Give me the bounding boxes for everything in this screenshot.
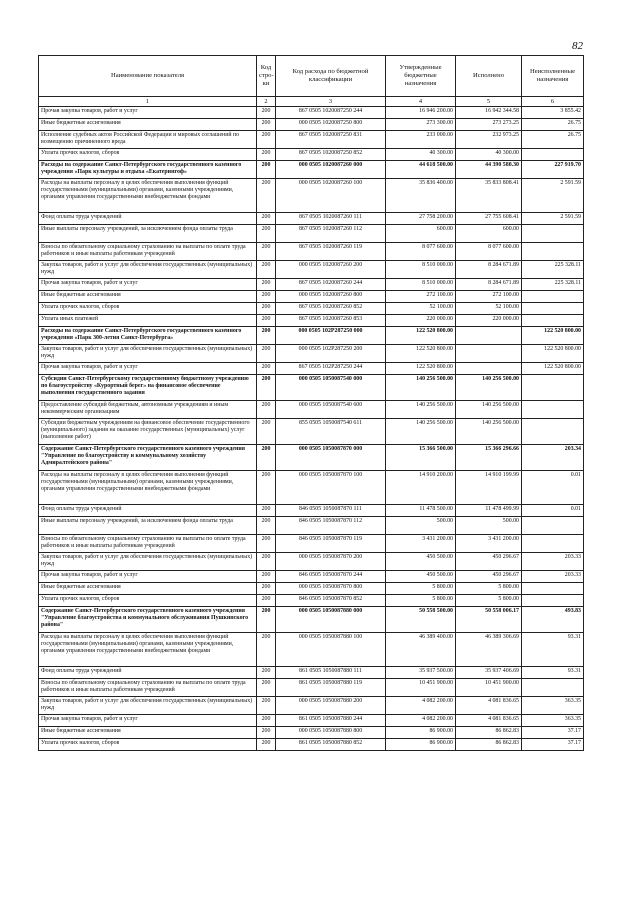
row-name: Фонд оплаты труда учреждений	[39, 505, 257, 517]
row-line-code: 200	[257, 505, 276, 517]
row-classification: 861 0505 1050087880 852	[276, 739, 386, 751]
row-unexecuted: 37.17	[522, 727, 584, 739]
row-line-code: 200	[257, 401, 276, 419]
column-number-row	[39, 97, 584, 107]
row-unexecuted: 225 328.11	[522, 279, 584, 291]
row-line-code: 200	[257, 715, 276, 727]
row-approved: 27 758 200.00	[386, 213, 456, 225]
table-row	[39, 225, 584, 243]
row-classification: 855 0505 1050087540 611	[276, 419, 386, 445]
row-approved: 50 558 500.00	[386, 607, 456, 633]
row-approved: 450 500.00	[386, 571, 456, 583]
row-unexecuted	[522, 243, 584, 261]
row-name: Иные выплаты персоналу учреждений, за исключением фонда оплаты труда	[39, 225, 257, 243]
header-executed: Исполнено	[456, 56, 522, 97]
row-name: Закупка товаров, работ и услуг для обеспечения государственных (муниципальных) нужд	[39, 345, 257, 363]
row-classification: 846 0505 1050087870 852	[276, 595, 386, 607]
header-approved: Утвержденные бюджетные назначения	[386, 56, 456, 97]
row-classification: 000 0505 1020087260 000	[276, 161, 386, 179]
table-row	[39, 107, 584, 119]
row-classification: 867 0505 1020087260 852	[276, 303, 386, 315]
row-approved: 8 077 600.00	[386, 243, 456, 261]
row-executed: 35 833 808.41	[456, 179, 522, 213]
row-name: Содержание Санкт-Петербургского государственного казенного учреждения "Управление по благоустройству и коммунальному хозяйству Адмиралтейского района"	[39, 445, 257, 471]
row-line-code: 200	[257, 225, 276, 243]
row-line-code: 200	[257, 739, 276, 751]
table-row	[39, 679, 584, 697]
row-executed: 16 942 344.58	[456, 107, 522, 119]
row-approved: 140 256 500.00	[386, 419, 456, 445]
table-row	[39, 607, 584, 633]
row-executed: 86 862.83	[456, 727, 522, 739]
row-unexecuted: 0.01	[522, 471, 584, 505]
table-row	[39, 161, 584, 179]
row-unexecuted: 37.17	[522, 739, 584, 751]
row-line-code: 200	[257, 161, 276, 179]
row-executed: 35 937 406.69	[456, 667, 522, 679]
row-line-code: 200	[257, 327, 276, 345]
row-approved: 273 300.00	[386, 119, 456, 131]
row-approved: 122 520 800.00	[386, 363, 456, 375]
row-unexecuted: 0.01	[522, 505, 584, 517]
row-line-code: 200	[257, 345, 276, 363]
table-row	[39, 471, 584, 505]
row-name: Субсидии Санкт-Петербургскому государственному бюджетному учреждению по благоустройству «Курортный берег» на финансовое обеспечение выполнения государственного задания	[39, 375, 257, 401]
row-unexecuted	[522, 419, 584, 445]
row-unexecuted: 2 591.59	[522, 213, 584, 225]
row-line-code: 200	[257, 107, 276, 119]
row-executed	[456, 345, 522, 363]
table-row	[39, 363, 584, 375]
row-line-code: 200	[257, 667, 276, 679]
header-name: Наименование показателя	[39, 56, 257, 97]
row-name: Уплата прочих налогов, сборов	[39, 739, 257, 751]
row-unexecuted: 26.75	[522, 119, 584, 131]
header-line-code: Код стро-ки	[257, 56, 276, 97]
row-approved: 86 900.00	[386, 727, 456, 739]
row-unexecuted: 225 328.11	[522, 261, 584, 279]
row-approved: 15 366 500.00	[386, 445, 456, 471]
row-name: Прочая закупка товаров, работ и услуг	[39, 363, 257, 375]
table-row	[39, 505, 584, 517]
row-approved: 11 478 500.00	[386, 505, 456, 517]
row-line-code: 200	[257, 213, 276, 225]
row-executed: 4 081 836.65	[456, 715, 522, 727]
col-number: 3	[276, 97, 386, 107]
row-classification: 000 0505 1050087880 800	[276, 727, 386, 739]
row-executed: 450 296.67	[456, 553, 522, 571]
row-unexecuted	[522, 679, 584, 697]
row-executed: 11 478 499.99	[456, 505, 522, 517]
row-approved: 44 618 500.00	[386, 161, 456, 179]
row-classification: 000 0505 102Р287250 200	[276, 345, 386, 363]
row-classification: 000 0505 1020087260 200	[276, 261, 386, 279]
table-row	[39, 739, 584, 751]
row-unexecuted: 122 520 800.00	[522, 345, 584, 363]
row-approved: 220 000.00	[386, 315, 456, 327]
row-executed: 4 081 836.65	[456, 697, 522, 715]
header-unexecuted: Неисполненные назначения	[522, 56, 584, 97]
row-line-code: 200	[257, 419, 276, 445]
table-row	[39, 131, 584, 149]
row-executed	[456, 327, 522, 345]
row-executed: 8 077 600.00	[456, 243, 522, 261]
row-approved: 4 082 200.00	[386, 697, 456, 715]
table-row	[39, 595, 584, 607]
row-approved: 35 836 400.00	[386, 179, 456, 213]
row-approved: 140 256 500.00	[386, 375, 456, 401]
table-row	[39, 291, 584, 303]
budget-table	[38, 55, 584, 751]
row-classification: 867 0505 1020087250 831	[276, 131, 386, 149]
row-approved: 3 431 200.00	[386, 535, 456, 553]
table-row	[39, 535, 584, 553]
row-unexecuted: 122 520 800.00	[522, 363, 584, 375]
row-executed: 600.00	[456, 225, 522, 243]
table-row	[39, 315, 584, 327]
row-executed: 44 390 580.30	[456, 161, 522, 179]
row-approved: 40 300.00	[386, 149, 456, 161]
row-line-code: 200	[257, 119, 276, 131]
row-classification: 000 0505 1050087870 100	[276, 471, 386, 505]
row-classification: 867 0505 1020087260 111	[276, 213, 386, 225]
row-executed: 450 296.67	[456, 571, 522, 583]
row-unexecuted	[522, 149, 584, 161]
row-executed: 5 800.00	[456, 595, 522, 607]
row-classification: 867 0505 1020087260 853	[276, 315, 386, 327]
row-line-code: 200	[257, 633, 276, 667]
row-approved: 8 510 000.00	[386, 261, 456, 279]
table-row	[39, 727, 584, 739]
row-executed: 86 862.83	[456, 739, 522, 751]
row-approved: 233 000.00	[386, 131, 456, 149]
row-line-code: 200	[257, 363, 276, 375]
row-line-code: 200	[257, 303, 276, 315]
row-classification: 000 0505 102Р287250 000	[276, 327, 386, 345]
row-classification: 000 0505 1020087250 800	[276, 119, 386, 131]
header-row	[39, 56, 584, 97]
row-classification: 867 0505 102Р287250 244	[276, 363, 386, 375]
row-executed: 46 389 306.69	[456, 633, 522, 667]
row-line-code: 200	[257, 571, 276, 583]
row-classification: 867 0505 1020087260 119	[276, 243, 386, 261]
row-approved: 35 937 500.00	[386, 667, 456, 679]
row-unexecuted	[522, 583, 584, 595]
row-name: Фонд оплаты труда учреждений	[39, 213, 257, 225]
table-row	[39, 445, 584, 471]
table-row	[39, 375, 584, 401]
row-classification: 000 0505 1020087260 800	[276, 291, 386, 303]
row-classification: 861 0505 1050087880 111	[276, 667, 386, 679]
row-approved: 86 900.00	[386, 739, 456, 751]
table-row	[39, 303, 584, 315]
row-name: Закупка товаров, работ и услуг для обеспечения государственных (муниципальных) нужд	[39, 261, 257, 279]
row-unexecuted: 363.35	[522, 715, 584, 727]
row-unexecuted	[522, 595, 584, 607]
row-executed: 232 973.25	[456, 131, 522, 149]
row-unexecuted	[522, 535, 584, 553]
table-row	[39, 571, 584, 583]
row-executed: 27 755 608.41	[456, 213, 522, 225]
row-executed: 52 100.00	[456, 303, 522, 315]
row-line-code: 200	[257, 595, 276, 607]
row-approved: 140 256 500.00	[386, 401, 456, 419]
row-classification: 861 0505 1050087880 119	[276, 679, 386, 697]
row-line-code: 200	[257, 243, 276, 261]
row-executed: 140 256 500.00	[456, 375, 522, 401]
row-classification: 846 0505 1050087870 112	[276, 517, 386, 535]
row-classification: 867 0505 1020087250 244	[276, 107, 386, 119]
row-name: Расходы на содержание Санкт-Петербургского государственного казенного учреждения «Парк 300-летия Санкт-Петербурга»	[39, 327, 257, 345]
table-row	[39, 345, 584, 363]
table-row	[39, 327, 584, 345]
row-name: Взносы по обязательному социальному страхованию на выплаты по оплате труда работников и иные выплаты работникам учреждений	[39, 535, 257, 553]
row-line-code: 200	[257, 291, 276, 303]
row-unexecuted: 3 855.42	[522, 107, 584, 119]
row-name: Исполнение судебных актов Российской Федерации и мировых соглашений по возмещению причиненного вреда	[39, 131, 257, 149]
row-unexecuted	[522, 225, 584, 243]
row-unexecuted: 26.75	[522, 131, 584, 149]
row-approved: 5 800.00	[386, 595, 456, 607]
table-row	[39, 583, 584, 595]
row-executed: 10 451 900.00	[456, 679, 522, 697]
header-classification: Код расхода по бюджетной классификации	[276, 56, 386, 97]
row-executed: 140 256 500.00	[456, 401, 522, 419]
table-row	[39, 261, 584, 279]
row-approved: 5 800.00	[386, 583, 456, 595]
row-unexecuted	[522, 291, 584, 303]
row-executed: 5 800.00	[456, 583, 522, 595]
row-classification: 861 0505 1050087880 244	[276, 715, 386, 727]
row-name: Прочая закупка товаров, работ и услуг	[39, 571, 257, 583]
row-unexecuted: 2 591.59	[522, 179, 584, 213]
row-name: Уплата прочих налогов, сборов	[39, 149, 257, 161]
table-row	[39, 517, 584, 535]
row-name: Прочая закупка товаров, работ и услуг	[39, 715, 257, 727]
row-approved: 272 100.00	[386, 291, 456, 303]
table-row	[39, 179, 584, 213]
row-line-code: 200	[257, 445, 276, 471]
col-number: 2	[257, 97, 276, 107]
row-classification: 846 0505 1050087870 111	[276, 505, 386, 517]
row-line-code: 200	[257, 607, 276, 633]
row-name: Содержание Санкт-Петербургского государственного казенного учреждения "Управление благоустройства и коммунального обслуживания Пушкинского района"	[39, 607, 257, 633]
row-classification: 000 0505 1050087880 100	[276, 633, 386, 667]
row-approved: 450 500.00	[386, 553, 456, 571]
row-name: Уплата иных платежей	[39, 315, 257, 327]
row-line-code: 200	[257, 553, 276, 571]
row-line-code: 200	[257, 517, 276, 535]
row-classification: 000 0505 1050087870 800	[276, 583, 386, 595]
row-classification: 000 0505 1050087880 200	[276, 697, 386, 715]
row-approved: 600.00	[386, 225, 456, 243]
row-executed: 50 558 006.17	[456, 607, 522, 633]
row-classification: 000 0505 1050087880 000	[276, 607, 386, 633]
row-classification: 000 0505 1050087540 000	[276, 375, 386, 401]
table-row	[39, 243, 584, 261]
table-row	[39, 213, 584, 225]
row-classification: 000 0505 1050087870 000	[276, 445, 386, 471]
row-executed: 3 431 200.00	[456, 535, 522, 553]
row-name: Иные бюджетные ассигнования	[39, 119, 257, 131]
table-row	[39, 667, 584, 679]
row-name: Иные бюджетные ассигнования	[39, 727, 257, 739]
row-executed: 220 000.00	[456, 315, 522, 327]
row-executed: 8 284 671.89	[456, 279, 522, 291]
row-line-code: 200	[257, 583, 276, 595]
row-classification: 867 0505 1020087260 112	[276, 225, 386, 243]
row-line-code: 200	[257, 679, 276, 697]
row-classification: 846 0505 1050087870 244	[276, 571, 386, 583]
row-name: Расходы на выплаты персоналу в целях обеспечения выполнения функций государственными (муниципальными) органами, казенными учреждениями, органами управления государственными внебюджетными фондами	[39, 633, 257, 667]
row-unexecuted	[522, 375, 584, 401]
row-unexecuted	[522, 315, 584, 327]
row-unexecuted	[522, 303, 584, 315]
row-line-code: 200	[257, 149, 276, 161]
row-executed: 8 284 671.89	[456, 261, 522, 279]
row-name: Расходы на содержание Санкт-Петербургского государственного казенного учреждения «Парк культуры и отдыха «Екатерингоф»	[39, 161, 257, 179]
row-name: Предоставление субсидий бюджетным, автономным учреждениям и иным некоммерческим организациям	[39, 401, 257, 419]
row-classification: 867 0505 1020087260 244	[276, 279, 386, 291]
row-name: Взносы по обязательному социальному страхованию на выплаты по оплате труда работников и иные выплаты работникам учреждений	[39, 679, 257, 697]
row-line-code: 200	[257, 179, 276, 213]
row-executed: 272 100.00	[456, 291, 522, 303]
row-classification: 000 0505 1050087870 200	[276, 553, 386, 571]
col-number: 4	[386, 97, 456, 107]
col-number: 6	[522, 97, 584, 107]
table-row	[39, 553, 584, 571]
row-executed: 14 910 199.99	[456, 471, 522, 505]
row-line-code: 200	[257, 471, 276, 505]
row-name: Иные бюджетные ассигнования	[39, 583, 257, 595]
row-approved: 14 910 200.00	[386, 471, 456, 505]
row-name: Расходы на выплаты персоналу в целях обеспечения выполнения функций государственными (муниципальными) органами, казенными учреждениями, органами управления государственными внебюджетными фондами	[39, 471, 257, 505]
row-name: Взносы по обязательному социальному страхованию на выплаты по оплате труда работников и иные выплаты работникам учреждений	[39, 243, 257, 261]
row-line-code: 200	[257, 131, 276, 149]
row-approved: 52 100.00	[386, 303, 456, 315]
col-number: 5	[456, 97, 522, 107]
row-approved: 10 451 900.00	[386, 679, 456, 697]
row-executed: 140 256 500.00	[456, 419, 522, 445]
table-row	[39, 279, 584, 291]
row-approved: 16 946 200.00	[386, 107, 456, 119]
row-approved: 122 520 800.00	[386, 345, 456, 363]
row-executed	[456, 363, 522, 375]
page-number: 82	[572, 40, 583, 52]
row-unexecuted: 93.31	[522, 633, 584, 667]
row-executed: 273 273.25	[456, 119, 522, 131]
row-unexecuted: 203.33	[522, 571, 584, 583]
row-name: Фонд оплаты труда учреждений	[39, 667, 257, 679]
row-line-code: 200	[257, 315, 276, 327]
table-row	[39, 419, 584, 445]
row-classification: 000 0505 1020087260 100	[276, 179, 386, 213]
row-approved: 46 389 400.00	[386, 633, 456, 667]
row-name: Прочая закупка товаров, работ и услуг	[39, 107, 257, 119]
row-classification: 867 0505 1020087250 852	[276, 149, 386, 161]
row-name: Уплата прочих налогов, сборов	[39, 595, 257, 607]
row-classification: 846 0505 1050087870 119	[276, 535, 386, 553]
row-unexecuted	[522, 401, 584, 419]
row-unexecuted: 493.83	[522, 607, 584, 633]
row-unexecuted: 203.34	[522, 445, 584, 471]
row-approved: 4 082 200.00	[386, 715, 456, 727]
row-unexecuted: 363.35	[522, 697, 584, 715]
row-name: Уплата прочих налогов, сборов	[39, 303, 257, 315]
row-unexecuted: 122 520 800.00	[522, 327, 584, 345]
table-row	[39, 633, 584, 667]
row-name: Расходы на выплаты персоналу в целях обеспечения выполнения функций государственными (муниципальными) органами, казенными учреждениями, органами управления государственными внебюджетными фондами	[39, 179, 257, 213]
row-approved: 122 520 800.00	[386, 327, 456, 345]
row-name: Субсидии бюджетным учреждениям на финансовое обеспечение государственного (муниципального) задания на оказание государственных (муниципальных) услуг (выполнение работ)	[39, 419, 257, 445]
row-classification: 000 0505 1050087540 600	[276, 401, 386, 419]
row-unexecuted: 93.31	[522, 667, 584, 679]
row-name: Закупка товаров, работ и услуг для обеспечения государственных (муниципальных) нужд	[39, 697, 257, 715]
row-executed: 15 366 296.66	[456, 445, 522, 471]
row-unexecuted: 227 919.70	[522, 161, 584, 179]
row-unexecuted	[522, 517, 584, 535]
row-name: Закупка товаров, работ и услуг для обеспечения государственных (муниципальных) нужд	[39, 553, 257, 571]
row-name: Прочая закупка товаров, работ и услуг	[39, 279, 257, 291]
table-row	[39, 401, 584, 419]
table-row	[39, 697, 584, 715]
row-line-code: 200	[257, 279, 276, 291]
row-line-code: 200	[257, 535, 276, 553]
row-line-code: 200	[257, 261, 276, 279]
row-approved: 8 510 000.00	[386, 279, 456, 291]
table-row	[39, 149, 584, 161]
table-row	[39, 715, 584, 727]
row-line-code: 200	[257, 375, 276, 401]
row-line-code: 200	[257, 697, 276, 715]
table-row	[39, 119, 584, 131]
row-executed: 500.00	[456, 517, 522, 535]
row-name: Иные бюджетные ассигнования	[39, 291, 257, 303]
row-executed: 40 300.00	[456, 149, 522, 161]
col-number: 1	[39, 97, 257, 107]
row-line-code: 200	[257, 727, 276, 739]
row-approved: 500.00	[386, 517, 456, 535]
row-unexecuted: 203.33	[522, 553, 584, 571]
table-body	[39, 107, 584, 751]
row-name: Иные выплаты персоналу учреждений, за исключением фонда оплаты труда	[39, 517, 257, 535]
